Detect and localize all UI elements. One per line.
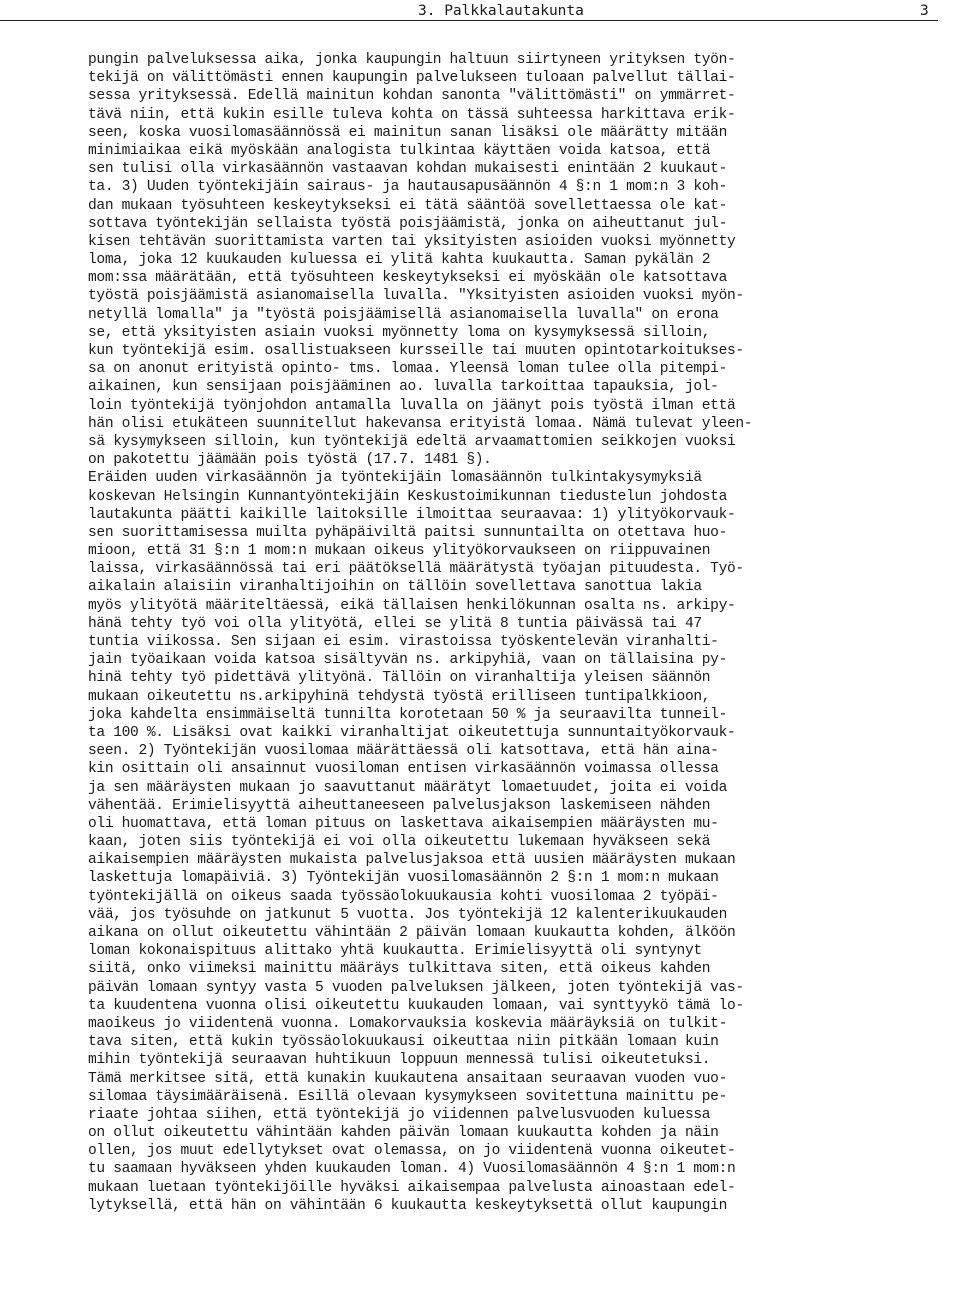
text-line: Tämä merkitsee sitä, että kunakin kuukautena ansaitaan seuraavan vuoden vuo-: [88, 1070, 727, 1087]
text-line: päivän lomaan syntyy vasta 5 vuoden palveluksen jälkeen, joten työntekijä vas-: [88, 979, 744, 996]
text-line: myös ylityötä määriteltäessä, eikä tällaisen henkilökunnan osalta ns. arkipy-: [88, 597, 736, 614]
text-line: seen. 2) Työntekijän vuosilomaa määrättäessä oli katsottava, että hän aina-: [88, 743, 719, 760]
text-line: ja sen määräysten mukaan jo saavuttanut määrätyt lomaetuudet, joita ei voida: [88, 779, 727, 796]
text-line: Eräiden uuden virkasäännön ja työntekijäin lomasäännön tulkintakysymyksiä: [88, 470, 702, 487]
text-line: sottava työntekijän sellaista työstä poisjäämistä, jonka on aiheuttanut jul-: [88, 215, 727, 232]
text-line: kisen tehtävän suorittamista varten tai yksityisten asioiden vuoksi myönnetty: [88, 233, 736, 250]
text-line: sä kysymykseen silloin, kun työntekijä edeltä arvaamattomien seikkojen vuoksi: [88, 433, 736, 450]
text-line: siitä, onko viimeksi mainittu määräys tulkittava siten, että oikeus kahden: [88, 961, 711, 978]
text-line: tava siten, että kukin työssäolokuukausi oikeuttaa niin pitkään lomaan kuin: [88, 1034, 719, 1051]
text-line: mukaan oikeutettu ns.arkipyhinä tehdystä työstä erilliseen tuntipalkkioon,: [88, 688, 711, 705]
text-line: sen suorittamisessa muilta pyhäpäiviltä paitsi sunnuntailta on otettava huo-: [88, 524, 727, 541]
text-line: se, että yksityisten asiain vuoksi myönnetty loma on kysymyksessä silloin,: [88, 324, 711, 341]
text-line: riaate johtaa siihen, että työntekijä jo viidennen palvelusvuoden kuluessa: [88, 1106, 711, 1123]
section-title: 3. Palkkalautakunta: [418, 3, 584, 19]
header-rule: [0, 20, 938, 21]
text-line: kin osittain oli ansainnut vuosiloman entisen virkasäännön voimassa ollessa: [88, 761, 719, 778]
text-line: vähentää. Erimielisyyttä aiheuttaneeseen palvelusjakson laskemiseen nähden: [88, 797, 711, 814]
page-number: 3: [920, 3, 929, 19]
text-line: ollen, jos muut edellytykset ovat olemassa, on jo viidentenä vuonna oikeutet-: [88, 1143, 736, 1160]
text-line: aikaisempien määräysten mukaista palvelusjaksoa että uusien määräysten mukaan: [88, 852, 736, 869]
text-line: silomaa täysimääräisenä. Esillä olevaan kysymykseen sovitettuna mainittu pe-: [88, 1088, 727, 1105]
text-line: joka kahdelta ensimmäiseltä tunnilta korotetaan 50 % ja seuraavilta tunneil-: [88, 706, 727, 723]
text-line: tuntia viikossa. Sen sijaan ei esim. virastoissa työskentelevän viranhalti-: [88, 634, 719, 650]
text-line: vää, jos työsuhde on jatkunut 5 vuotta. Jos työntekijä 12 kalenterikuukauden: [88, 906, 727, 923]
text-line: loma, joka 12 kuukauden kuluessa ei ylitä kahta kuukautta. Saman pykälän 2: [88, 252, 711, 269]
text-line: ta. 3) Uuden työntekijäin sairaus- ja hautausapusäännön 4 §:n 1 mom:n 3 koh-: [88, 179, 727, 196]
text-line: laissa, virkasäännössä tai eri päätöksellä määrätystä työajan pituudesta. Työ-: [88, 561, 744, 578]
text-line: mihin työntekijä seuraavan huhtikuun loppuun mennessä tulisi oikeutetuksi.: [88, 1052, 711, 1069]
text-line: on ollut oikeutettu vähintään kahden päivän lomaan kuukautta kohden ja näin: [88, 1125, 719, 1142]
text-line: sa on anonut erityistä opinto- tms. lomaa. Yleensä loman tulee olla pitempi-: [88, 361, 727, 378]
text-line: ta 100 %. Lisäksi ovat kaikki viranhaltijat oikeutettuja sunnuntaityökorvauk-: [88, 724, 736, 741]
text-line: tu saamaan hyväkseen yhden kuukauden loman. 4) Vuosilomasäännön 4 §:n 1 mom:n: [88, 1161, 736, 1178]
text-line: tävä niin, että kukin esille tuleva kohta on tässä suhteessa harkittava erik-: [88, 106, 736, 123]
text-line: aikalain alaisiin viranhaltijoihin on tällöin sovellettava sanottua lakia: [88, 579, 702, 596]
text-line: kaan, joten siis työntekijä ei voi olla oikeutettu lukemaan hyväkseen sekä: [88, 834, 711, 851]
text-line: pungin palveluksessa aika, jonka kaupungin haltuun siirtyneen yrityksen työn-: [88, 52, 736, 68]
text-line: maoikeus jo viidentenä vuonna. Lomakorvauksia koskevia määräyksiä on tulkit-: [88, 1015, 727, 1032]
text-line: työstä poisjäämistä asianomaisella luvalla. "Yksityisten asioiden vuoksi myön-: [88, 288, 744, 305]
text-line: mioon, että 31 §:n 1 mom:n mukaan oikeus ylityökorvaukseen on riippuvainen: [88, 543, 711, 560]
text-line: dan mukaan työsuhteen keskeytykseksi ei tätä sääntöä sovellettaessa ole kat-: [88, 197, 727, 214]
text-line: lytyksellä, että hän on vähintään 6 kuukautta keskeytyksettä ollut kaupungin: [88, 1197, 727, 1214]
text-line: laskettuja lomapäiviä. 3) Työntekijän vuosilomasäännön 2 §:n 1 mom:n mukaan: [88, 870, 719, 887]
body-text: [88, 51, 958, 1215]
text-line: mom:ssa määrätään, että työsuhteen keskeytykseksi ei myöskään ole katsottava: [88, 270, 727, 287]
page-header: [0, 0, 938, 20]
text-line: sessa yrityksessä. Edellä mainitun kohdan sanonta "välittömästi" on ymmärret-: [88, 88, 736, 105]
text-line: lautakunta päätti kaikille laitoksille ilmoittaa seuraavaa: 1) ylityökorvauk-: [88, 506, 736, 523]
text-line: netyllä lomalla" ja "työstä poisjäämisellä asianomaisella luvalla" on erona: [88, 306, 719, 323]
text-line: loman kokonaispituus alittako yhtä kuukautta. Erimielisyyttä oli syntynyt: [88, 943, 702, 960]
text-line: hänä tehty työ voi olla ylityötä, ellei se ylitä 8 tuntia päivässä tai 47: [88, 615, 702, 632]
text-line: seen, koska vuosilomasäännössä ei mainitun sanan lisäksi ole määrätty mitään: [88, 124, 727, 141]
text-line: mukaan luetaan työntekijöille hyväksi aikaisempaa palvelusta ainoastaan edel-: [88, 1179, 736, 1196]
text-line: aikana on ollut oikeutettu vähintään 2 päivän lomaan kuukautta kohden, älköön: [88, 925, 736, 941]
text-line: loin työntekijä työnjohdon antamalla luvalla on jäänyt pois työstä ilman että: [88, 397, 736, 414]
text-line: hinä tehty työ pidettävä ylityönä. Tällöin on viranhaltija yleisen säännön: [88, 670, 711, 687]
text-line: tekijä on välittömästi ennen kaupungin palvelukseen tuloaan palvellut tällai-: [88, 70, 736, 87]
text-line: sen tulisi olla virkasäännön vastaavan kohdan mukaisesti enintään 2 kuukaut-: [88, 161, 727, 178]
text-line: jain työaikaan voida katsoa sisältyvän ns. arkipyhiä, vaan on tällaisina py-: [88, 652, 727, 669]
text-line: koskevan Helsingin Kunnantyöntekijäin Keskustoimikunnan tiedustelun johdosta: [88, 488, 727, 505]
text-line: hän olisi etukäteen suunnitellut hakevansa erityistä lomaa. Nämä tulevat yleen-: [88, 415, 753, 432]
text-line: aikainen, kun sensijaan poisjääminen ao. luvalla tarkoittaa tapauksia, jol-: [88, 379, 719, 396]
text-line: ta kuudentena vuonna olisi oikeutettu kuukauden lomaan, vai synttyykö tämä lo-: [88, 997, 744, 1014]
text-line: oli huomattava, että loman pituus on laskettava aikaisempien määräysten mu-: [88, 815, 719, 832]
text-line: minimiaikaa eikä myöskään analogista tulkintaa käyttäen voida katsoa, että: [88, 142, 711, 159]
text-line: on pakotettu jäämään pois työstä (17.7. 1481 §).: [88, 452, 492, 469]
text-line: työntekijällä on oikeus saada työssäolokuukausia kohti vuosilomaa 2 työpäi-: [88, 888, 719, 905]
text-line: kun työntekijä esim. osallistuakseen kursseille tai muuten opintotarkoitukses-: [88, 343, 744, 359]
